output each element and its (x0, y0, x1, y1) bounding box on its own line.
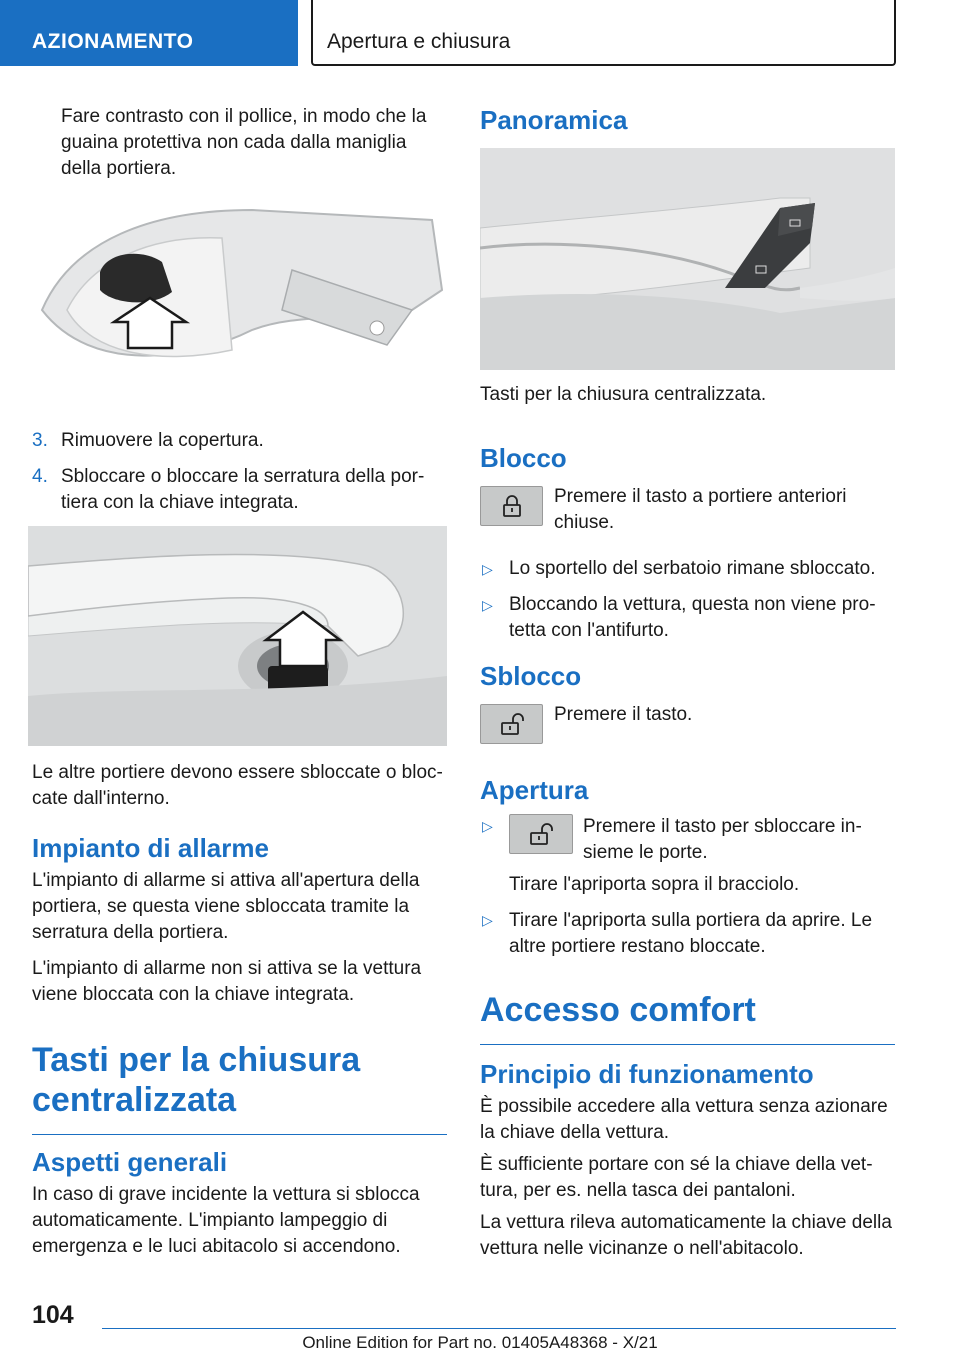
principle-paragraph-1: È possibile accedere alla vettura senza azionare la chiave della vettura. (480, 1096, 888, 1143)
overview-caption: Tasti per la chiusura centralizzata. (480, 384, 767, 405)
unlock-icon (501, 713, 527, 735)
page-header (0, 0, 960, 66)
step-item (32, 464, 447, 516)
step-item (32, 428, 447, 454)
list-item: ▷ Bloccando la vettura, questa non viene protetta con l'antifurto. (482, 594, 876, 641)
open-bullets (480, 814, 895, 960)
general-paragraph: In caso di grave incidente la vettura si sblocca automaticamente. L'impianto lampeggio di emergenza e le luci abitacolo si accendono. (32, 1184, 420, 1257)
lock-heading: Blocco (480, 443, 567, 473)
open-bullet-subtext: Tirare l'apriporta sopra il bracciolo. (509, 874, 800, 895)
footer-edition: Online Edition for Part no. 01405A48368 - X/21 (302, 1333, 658, 1352)
footer-divider (102, 1328, 896, 1329)
unlock-instruction (480, 702, 895, 752)
list-item: ▷ Lo sportello del serbatoio rimane sbloccato. (480, 556, 895, 582)
door-handle-key-figure (28, 526, 447, 746)
step-number: 4. (32, 466, 48, 487)
unlock-icon (530, 823, 556, 845)
unlock-heading: Sblocco (480, 661, 582, 691)
general-heading: Aspetti generali (32, 1147, 228, 1177)
overview-heading: Panoramica (480, 105, 628, 135)
lock-button-image (480, 486, 543, 526)
chapter-title: Apertura e chiusura (311, 0, 896, 66)
unlock-text: Premere il tasto. (554, 704, 693, 725)
lock-bullets (480, 556, 895, 654)
door-handle-cap-figure (32, 200, 447, 385)
interior-handle-figure (480, 148, 895, 370)
open-bullet-text: Tirare l'apriporta sulla portiera da aprire. Le altre portiere restano bloccate. (509, 910, 873, 957)
lock-text: Premere il tasto a portiere anteriori chiuse. (554, 486, 847, 533)
triangle-bullet-icon: ▷ (482, 597, 493, 613)
intro-paragraph: Fare contrasto con il pollice, in modo che la guaina protettiva non cada dalla maniglia della portiera. (61, 106, 427, 179)
open-bullet-text: Premere il tasto per sbloccare insieme le porte. (583, 816, 862, 863)
unlock-button-image (509, 814, 573, 854)
principle-heading: Principio di funzionamento (480, 1059, 814, 1089)
open-heading: Apertura (480, 775, 589, 805)
list-item (480, 908, 895, 960)
step-text: Sbloccare o bloccare la serratura della portiera con la chiave integrata. (61, 466, 425, 513)
steps-list (32, 428, 447, 526)
section-tab: AZIONAMENTO (0, 0, 298, 66)
lock-instruction (480, 484, 895, 536)
step-text: Rimuovere la copertura. (61, 430, 264, 451)
other-doors-note: Le altre portiere devono essere sbloccate o bloccate dall'interno. (32, 762, 443, 809)
central-locking-heading: Tasti per la chiusura centralizzata (32, 1040, 447, 1135)
lock-icon (501, 495, 523, 517)
triangle-bullet-icon: ▷ (482, 561, 493, 577)
triangle-bullet-icon: ▷ (482, 818, 493, 834)
list-item (480, 814, 895, 866)
principle-paragraph-2: È sufficiente portare con sé la chiave della vettura, per es. nella tasca dei pantaloni. (480, 1154, 873, 1201)
comfort-access-heading: Accesso comfort (480, 990, 895, 1045)
alarm-paragraph-2: L'impianto di allarme non si attiva se la vettura viene bloccata con la chiave integrata. (32, 958, 422, 1005)
step-number: 3. (32, 430, 48, 451)
unlock-button-image (480, 704, 543, 744)
alarm-heading: Impianto di allarme (32, 833, 269, 863)
page-number: 104 (32, 1301, 74, 1329)
alarm-paragraph-1: L'impianto di allarme si attiva all'apertura della portiera, se questa viene sbloccata tramite la serratura della portiera. (32, 870, 420, 943)
triangle-bullet-icon: ▷ (482, 912, 493, 928)
principle-paragraph-3: La vettura rileva automaticamente la chiave della vettura nelle vicinanze o nell'abitacolo. (480, 1212, 892, 1259)
